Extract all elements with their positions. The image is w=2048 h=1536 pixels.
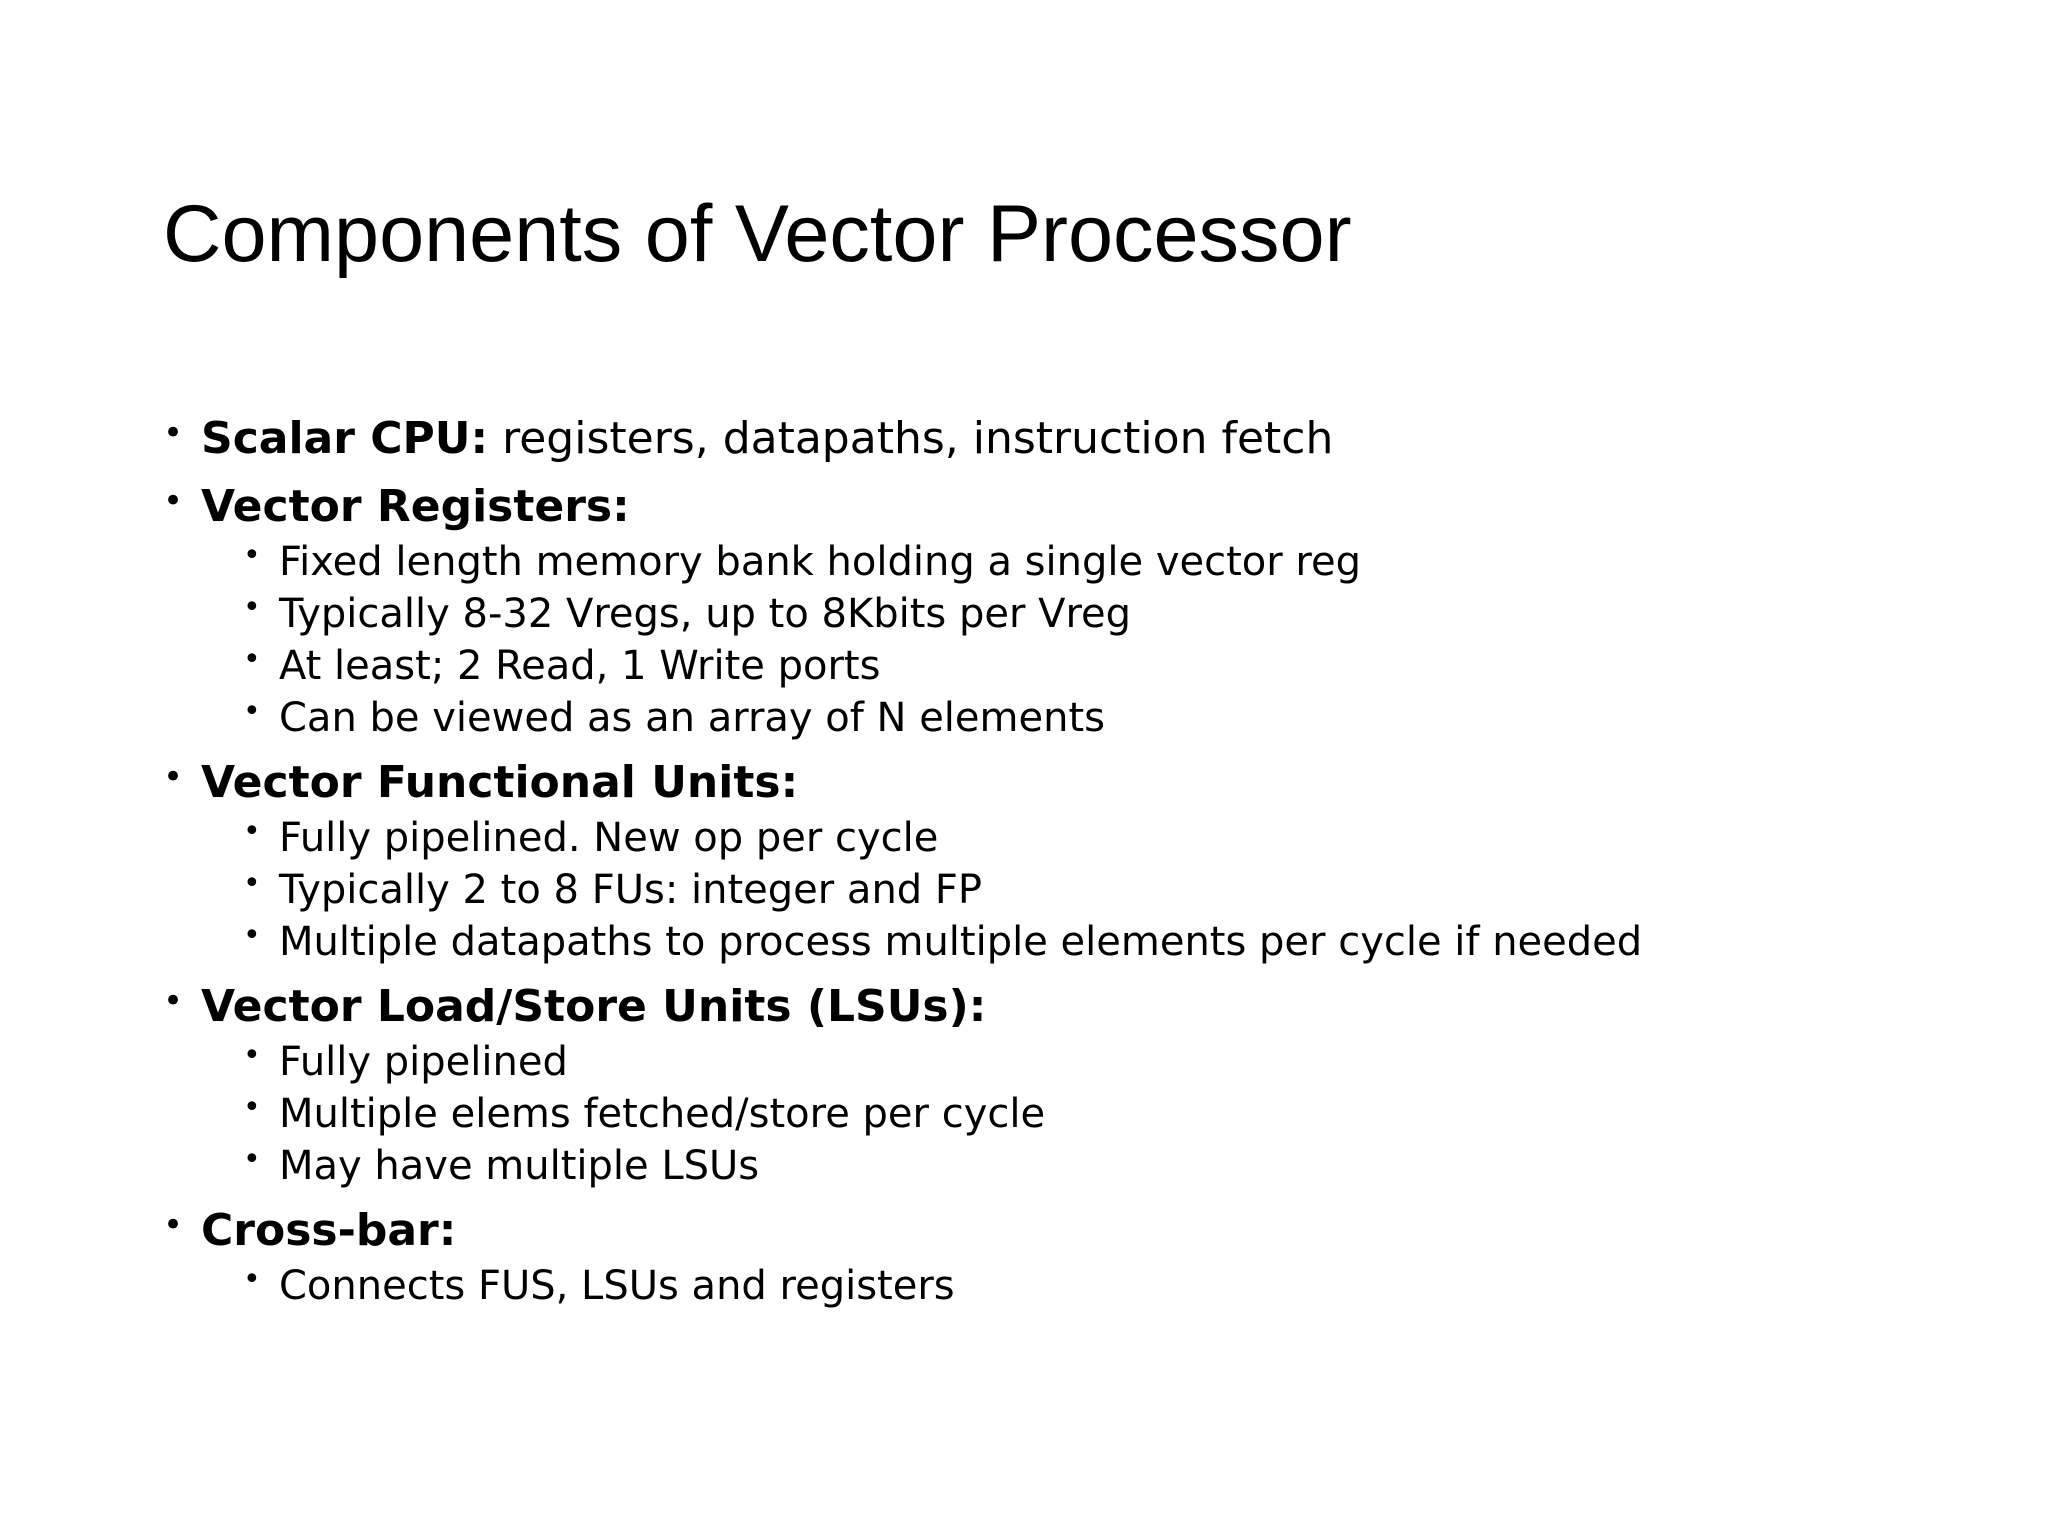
bullet-item-vector-functional-units: [163, 754, 1963, 812]
sub-bullet-text: Fully pipelined: [279, 1039, 568, 1085]
sub-bullet-item: [163, 1140, 1963, 1192]
sub-bullet-item: [163, 588, 1963, 640]
bullet-label: Vector Registers:: [201, 481, 630, 532]
sub-bullet-text: Typically 8-32 Vregs, up to 8Kbits per Vreg: [279, 591, 1132, 637]
sub-bullet-text: At least; 2 Read, 1 Write ports: [279, 643, 881, 689]
sub-bullet-item: [163, 864, 1963, 916]
bullet-icon: •: [163, 1205, 184, 1245]
sub-bullet-item: [163, 692, 1963, 744]
bullet-item-vector-registers: [163, 478, 1963, 536]
sub-bullet-item: [163, 1088, 1963, 1140]
slide-title: Components of Vector Processor: [163, 189, 1352, 279]
sub-bullet-icon: •: [243, 918, 261, 953]
bullet-label: Scalar CPU:: [201, 413, 489, 464]
bullet-icon: •: [163, 481, 184, 521]
sub-bullet-text: Multiple elems fetched/store per cycle: [279, 1091, 1046, 1137]
bullet-icon: •: [163, 981, 184, 1021]
sub-bullet-icon: •: [243, 642, 261, 677]
sub-bullet-icon: •: [243, 538, 261, 573]
sub-bullet-icon: •: [243, 1038, 261, 1073]
bullet-label: Cross-bar:: [201, 1205, 457, 1256]
sub-bullet-icon: •: [243, 590, 261, 625]
sub-bullet-text: Fully pipelined. New op per cycle: [279, 815, 939, 861]
sub-bullet-text: Can be viewed as an array of N elements: [279, 695, 1105, 741]
bullet-icon: •: [163, 757, 184, 797]
sub-bullet-icon: •: [243, 866, 261, 901]
bullet-label: Vector Functional Units:: [201, 757, 799, 808]
bullet-icon: •: [163, 413, 184, 453]
sub-bullet-icon: •: [243, 1262, 261, 1297]
sub-bullet-text: Fixed length memory bank holding a single vector reg: [279, 539, 1361, 585]
sub-bullet-icon: •: [243, 694, 261, 729]
bullet-label: Vector Load/Store Units (LSUs):: [201, 981, 987, 1032]
bullet-list: [163, 410, 1963, 1312]
bullet-text: registers, datapaths, instruction fetch: [488, 413, 1334, 464]
bullet-item-vector-lsus: [163, 978, 1963, 1036]
sub-bullet-icon: •: [243, 1142, 261, 1177]
bullet-item-scalar-cpu: [163, 410, 1963, 468]
bullet-item-cross-bar: [163, 1202, 1963, 1260]
sub-bullet-item: [163, 640, 1963, 692]
sub-bullet-item: [163, 1036, 1963, 1088]
sub-bullet-item: [163, 1260, 1963, 1312]
sub-bullet-text: May have multiple LSUs: [279, 1143, 760, 1189]
sub-bullet-item: [163, 536, 1963, 588]
sub-bullet-icon: •: [243, 1090, 261, 1125]
sub-bullet-icon: •: [243, 814, 261, 849]
sub-bullet-text: Typically 2 to 8 FUs: integer and FP: [279, 867, 983, 913]
sub-bullet-text: Multiple datapaths to process multiple elements per cycle if needed: [279, 919, 1643, 965]
sub-bullet-text: Connects FUS, LSUs and registers: [279, 1263, 955, 1309]
sub-bullet-item: [163, 812, 1963, 864]
sub-bullet-item: [163, 916, 1963, 968]
